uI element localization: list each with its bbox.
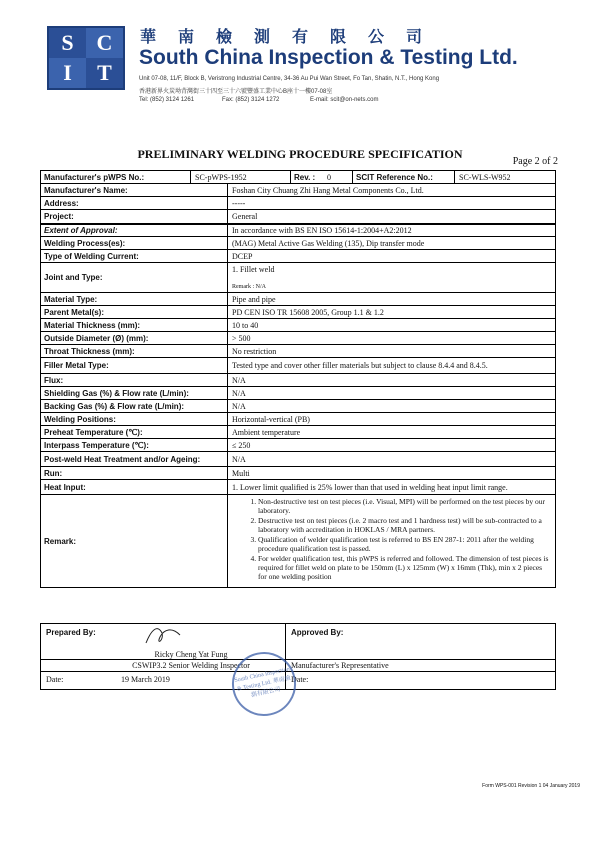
table-row — [41, 237, 555, 250]
rev-value: 0 — [323, 171, 353, 183]
logo-letter: S — [49, 28, 86, 58]
remark-label: Remark: — [41, 495, 228, 587]
preheat-value: Ambient temperature — [232, 427, 301, 437]
joint-remark: Remark : N/A — [232, 284, 266, 290]
remark-item: 2. Destructive test on test pieces (i.e. 2 macro test and 1 hardness test) will be sub-contracted to a laboratory with accreditation in HOKLAS / MRA partners. — [258, 516, 551, 534]
table-row — [41, 263, 555, 293]
throat-value: No restriction — [232, 346, 277, 356]
company-email: E-mail: scit@on-nets.com — [310, 97, 379, 103]
pwps-value: SC-pWPS-1952 — [191, 171, 291, 183]
page-number: Page 2 of 2 — [512, 156, 558, 167]
current-value: DCEP — [232, 251, 253, 261]
backing-gas-label: Backing Gas (%) & Flow rate (L/min): — [41, 400, 228, 412]
interpass-label: Interpass Temperature (℃): — [41, 439, 228, 451]
document-title: PRELIMINARY WELDING PROCEDURE SPECIFICATION — [137, 147, 463, 161]
form-footer: Form WPS-001 Revision 1 04 January 2019 — [482, 783, 580, 789]
company-name-english: South China Inspection & Testing Ltd. — [139, 46, 518, 69]
pwht-value: N/A — [232, 454, 246, 464]
remark-cell — [228, 495, 555, 587]
company-address-chinese: 香港新界火炭坳背灣街三十四至三十六號豐盛工業中心B座十一樓07-08室 — [139, 89, 333, 95]
throat-label: Throat Thickness (mm): — [41, 345, 228, 357]
table-row — [41, 293, 555, 306]
prepared-title: CSWIP3.2 Senior Welding Inspector — [132, 661, 250, 670]
run-value: Multi — [232, 468, 250, 478]
company-address-english: Unit 07-08, 11/F, Block B, Veristrong Industrial Centre, 34-36 Au Pui Wan Street, Fo Tan, Shatin, N.T., Hong Kong — [139, 76, 440, 82]
row-label: Manufacturer's Name: — [41, 184, 228, 196]
table-row — [41, 467, 555, 480]
company-logo — [47, 26, 125, 90]
table-row — [41, 413, 555, 426]
parent-metal-label: Parent Metal(s): — [41, 306, 228, 318]
remark-list — [236, 497, 551, 582]
table-row — [41, 197, 555, 210]
extent-label: Extent of Approval: — [41, 225, 228, 236]
heat-input-value: 1. Lower limit qualified is 25% lower than that used in welding heat input limit range. — [232, 482, 508, 492]
table-row — [41, 171, 555, 184]
logo-letter: I — [49, 58, 86, 88]
date-label: Date: — [46, 675, 64, 684]
logo-letter: C — [86, 28, 123, 58]
joint-cell — [228, 263, 555, 292]
shielding-gas-label: Shielding Gas (%) & Flow rate (L/min): — [41, 387, 228, 399]
diameter-value: > 500 — [232, 333, 251, 343]
table-row — [41, 225, 555, 237]
table-row — [41, 400, 555, 413]
remark-item: 4. For welder qualification test, this pWPS is referred and followed. The dimension of test pieces is required for fillet weld on plate to be 150mm (L) x 125mm (W) x 16mm (Thk), min x 2 pieces for one welding position — [258, 554, 551, 581]
joint-value: 1. Fillet weld — [232, 265, 275, 274]
row-value: ----- — [232, 198, 246, 208]
table-row — [41, 319, 555, 332]
rev-label: Rev. : — [294, 172, 316, 182]
flux-label: Flux: — [41, 374, 228, 386]
company-fax: Fax: (852) 3124 1272 — [222, 97, 280, 103]
backing-gas-value: N/A — [232, 401, 246, 411]
parent-metal-value: PD CEN ISO TR 15608 2005, Group 1.1 & 1.2 — [232, 307, 384, 317]
signoff-block — [40, 623, 556, 690]
interpass-value: ≤ 250 — [232, 440, 251, 450]
table-row — [41, 306, 555, 319]
table-row — [41, 439, 555, 452]
table-row — [41, 250, 555, 263]
prepared-label: Prepared By: — [46, 628, 96, 637]
row-label: Address: — [41, 197, 228, 209]
table-row — [41, 345, 555, 358]
company-name-chinese: 華南檢測有限公司 — [140, 29, 445, 46]
pwps-label: Manufacturer's pWPS No.: — [41, 171, 191, 183]
run-label: Run: — [41, 467, 228, 479]
thickness-label: Material Thickness (mm): — [41, 319, 228, 331]
diameter-label: Outside Diameter (Ø) (mm): — [41, 332, 228, 344]
filler-label: Filler Metal Type: — [41, 358, 228, 373]
positions-label: Welding Positions: — [41, 413, 228, 425]
table-row — [41, 210, 555, 225]
row-label: Project: — [41, 210, 228, 223]
heat-input-label: Heat Input: — [41, 480, 228, 494]
table-row — [41, 332, 555, 345]
ref-label: SCIT Reference No.: — [353, 171, 455, 183]
welding-process-value: (MAG) Metal Active Gas Welding (135), Dip transfer mode — [232, 238, 425, 248]
table-row — [41, 426, 555, 439]
thickness-value: 10 to 40 — [232, 320, 259, 330]
company-tel: Tel: (852) 3124 1261 — [139, 97, 195, 103]
table-row — [41, 452, 555, 467]
prepared-name: Ricky Cheng Yat Fung — [154, 650, 228, 659]
pwht-label: Post-weld Heat Treatment and/or Ageing: — [41, 452, 228, 466]
divider — [286, 659, 555, 660]
ref-value: SC-WLS-W952 — [459, 172, 511, 182]
divider — [286, 671, 555, 672]
preheat-label: Preheat Temperature (℃): — [41, 426, 228, 438]
table-row — [41, 374, 555, 387]
approved-section — [286, 624, 555, 689]
table-row — [41, 358, 555, 374]
welding-process-label: Welding Process(es): — [41, 237, 228, 249]
table-row — [41, 387, 555, 400]
remark-item: 1. Non-destructive test on test pieces (i.e. Visual, MPI) will be performed on the test pieces by our laboratory. — [258, 497, 551, 515]
joint-label: Joint and Type: — [41, 263, 228, 292]
wps-table — [40, 170, 556, 588]
approved-label: Approved By: — [291, 628, 344, 637]
approved-title: Manufacturer's Representative — [291, 661, 389, 670]
current-label: Type of Welding Current: — [41, 250, 228, 262]
stamp-text: South China Inspection & Testing Ltd. 華南檢測有限公司 — [233, 666, 292, 699]
logo-letter: T — [86, 58, 123, 88]
positions-value: Horizontal-vertical (PB) — [232, 414, 310, 424]
date-label-right: Date: — [291, 675, 309, 684]
signature-mark — [144, 623, 184, 649]
filler-value: Tested type and cover other filler materials but subject to clause 8.4.4 and 8.4.5. — [232, 361, 488, 370]
table-row — [41, 495, 555, 587]
material-type-label: Material Type: — [41, 293, 228, 305]
remark-item: 3. Qualification of welder qualification test is referred to BS EN 287-1: 2011 after the welding procedure qualification test is passed. — [258, 535, 551, 553]
material-type-value: Pipe and pipe — [232, 294, 276, 304]
row-value: Foshan City Chuang Zhi Hang Metal Components Co., Ltd. — [232, 185, 424, 195]
table-row — [41, 184, 555, 197]
extent-value: In accordance with BS EN ISO 15614-1:2004+A2:2012 — [232, 226, 412, 235]
row-value: General — [232, 212, 258, 221]
shielding-gas-value: N/A — [232, 388, 246, 398]
table-row — [41, 480, 555, 495]
flux-value: N/A — [232, 375, 246, 385]
date-value: 19 March 2019 — [121, 675, 170, 684]
